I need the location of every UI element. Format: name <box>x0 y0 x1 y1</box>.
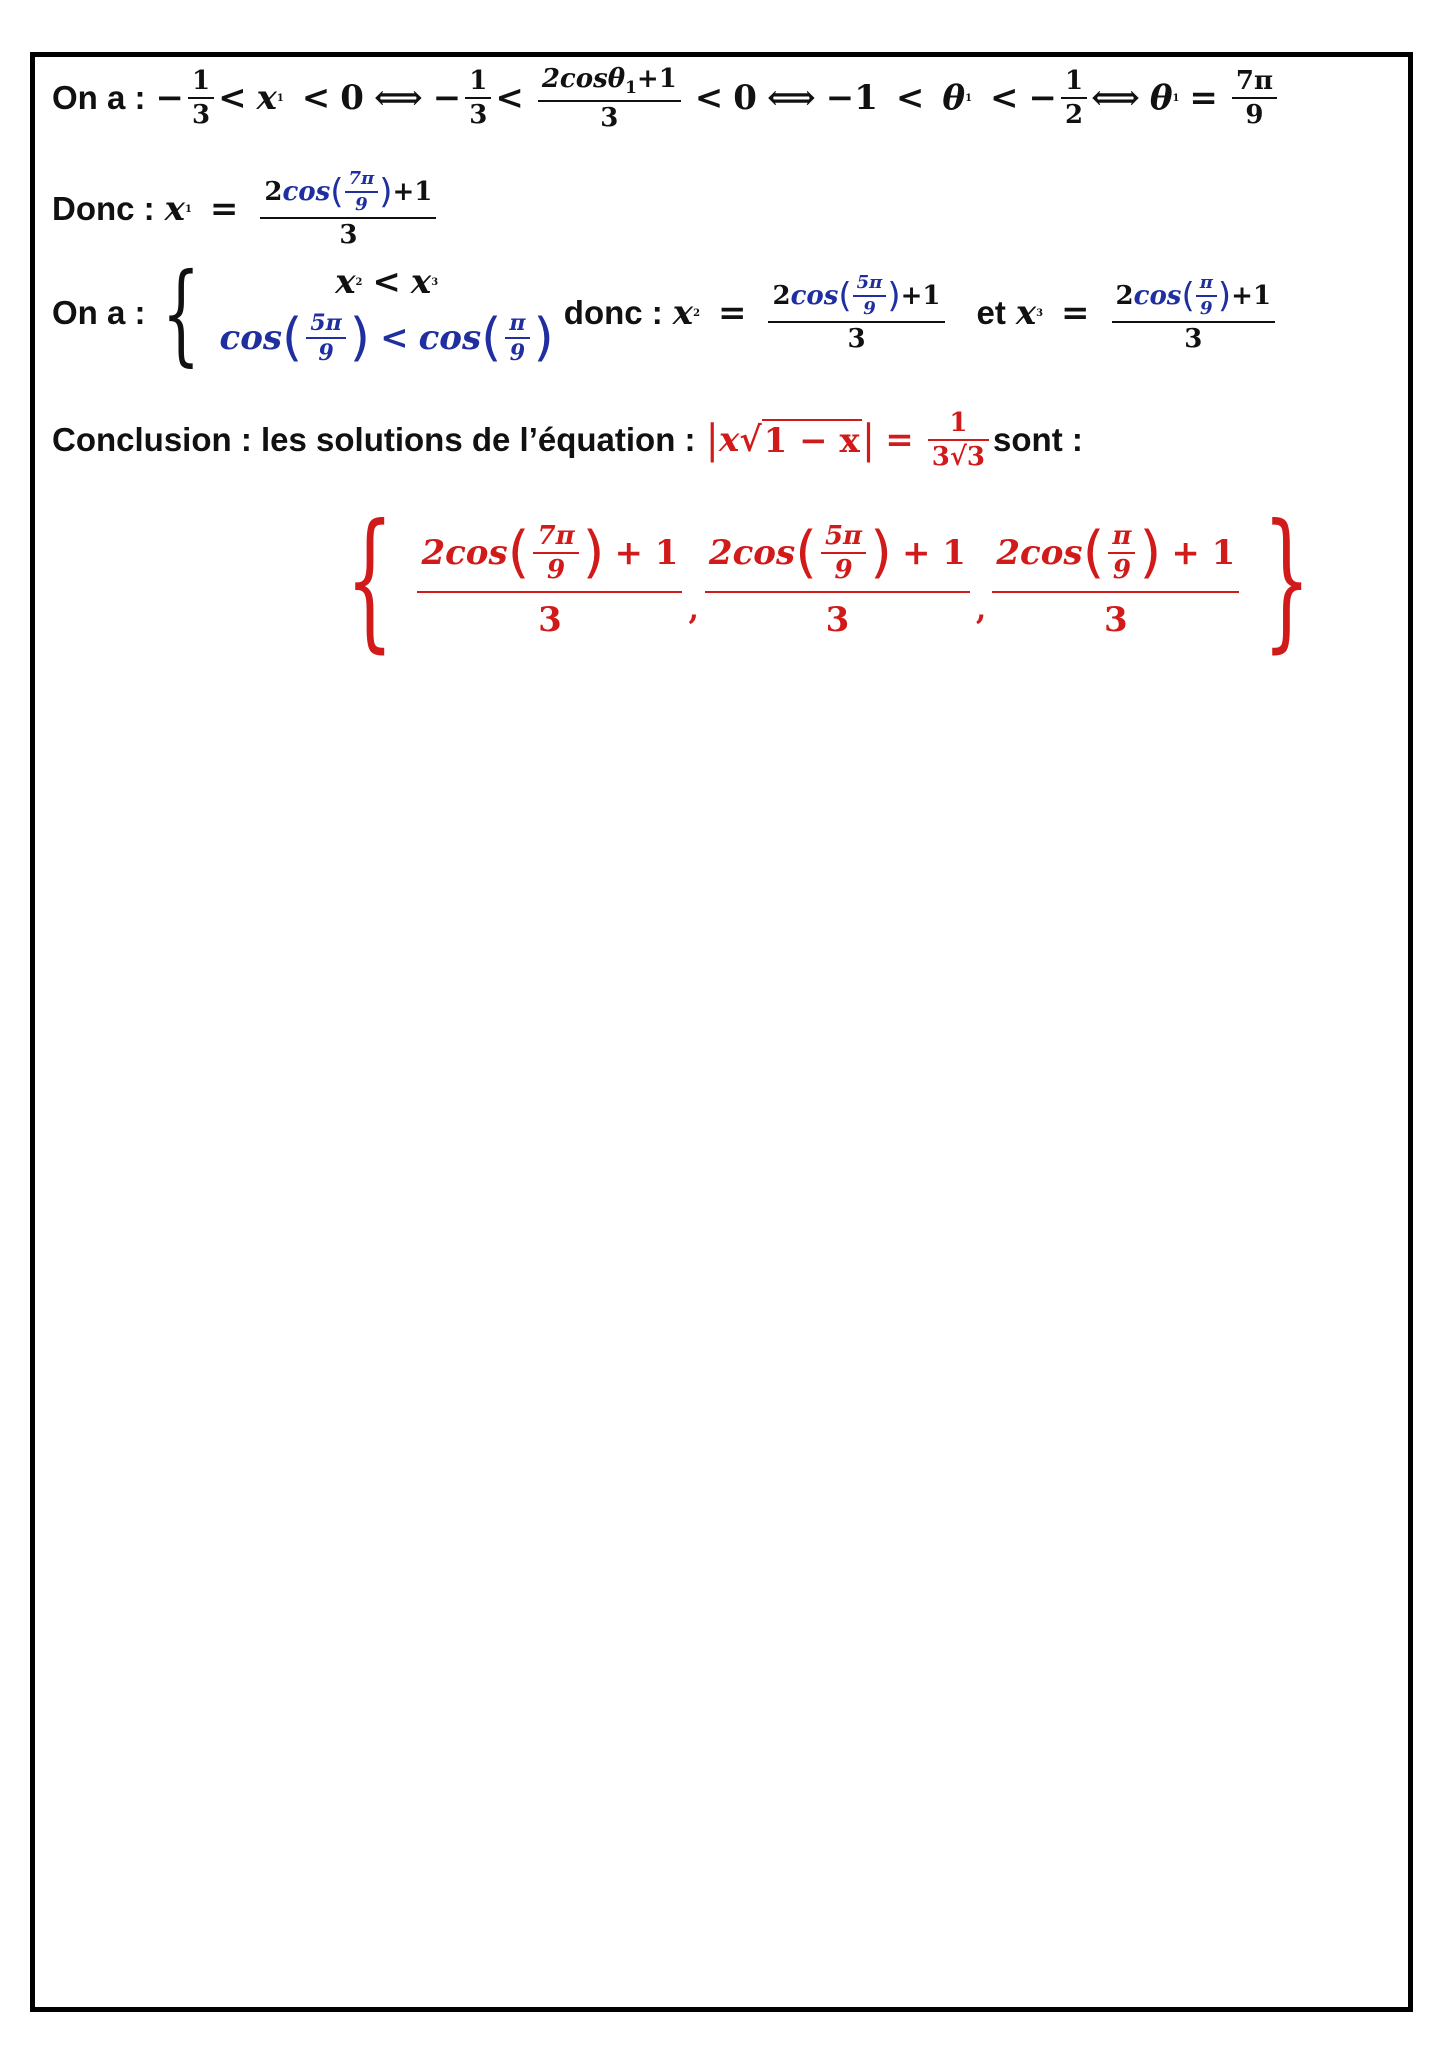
fraction-one-third-2: $\frac{1}{3}$ <box>465 68 491 128</box>
line-2-donc-x1: Donc : x 1 = 2 cos ( $\frac{7\pi}{9}$ ) +1 3 <box>52 170 440 248</box>
fraction-rhs: $\frac{1}{3√3}$ <box>928 410 989 470</box>
solution-set <box>322 493 1335 667</box>
fraction-x1-value: 2 cos ( $\frac{7\pi}{9}$ ) +1 3 <box>260 170 436 248</box>
conclusion-label: Conclusion : les solutions de l’équation : <box>52 421 696 458</box>
line-3-system: On a : { x 2 < x 3 cos ( $\frac{5\pi}{9}$ ) < cos ( $\frac{\pi}{9}$ ) donc : x 2 = 2 cos ( $\frac{5\pi}{9}$ ) +1 3 et x 3 = 2 cos ( $\frac{\pi}{9}$ ) +1 3 <box>52 258 1279 368</box>
comma-2: , <box>975 592 987 627</box>
fraction-one-third: $\frac{1}{3}$ <box>188 68 214 128</box>
solution-1: 2cos ( $\frac{7\pi}{9}$ ) + 1 3 <box>417 523 682 637</box>
et-label: et <box>976 294 1006 331</box>
line-3-label: On a : <box>52 294 146 331</box>
comma-1: , <box>688 592 699 627</box>
set-close-brace: } <box>1263 493 1311 667</box>
donc-label: donc : <box>563 294 663 331</box>
conclusion-line: Conclusion : les solutions de l’équation : | x √ 1 − x | = $\frac{1}{3√3}$ sont : <box>52 408 1083 472</box>
fraction-x2-value: 2 cos ( $\frac{5\pi}{9}$ ) +1 3 <box>768 274 944 352</box>
line-1-label: On a : <box>52 79 146 117</box>
inequality-system: { x 2 < x 3 cos ( $\frac{5\pi}{9}$ ) < cos ( $\frac{\pi}{9}$ ) <box>161 249 554 377</box>
fraction-x3-value: 2 cos ( $\frac{\pi}{9}$ ) +1 3 <box>1112 274 1276 352</box>
fraction-7pi-9: $\frac{7\pi}{9}$ <box>1232 68 1277 128</box>
fraction-one-half: $\frac{1}{2}$ <box>1061 68 1087 128</box>
solution-3: 2cos ( $\frac{\pi}{9}$ ) + 1 3 <box>992 523 1239 637</box>
solution-2: 2cos ( $\frac{5\pi}{9}$ ) + 1 3 <box>705 523 970 637</box>
line-1-equivalences: On a : − $\frac{1}{3}$ < x 1 < 0 ⟺ − $\frac{1}{3}$ < $\frac{2\cos\theta_1+1}{3}$ < 0 ⟺ −1 < θ 1 < − $\frac{1}{2}$ ⟺ θ 1 = $\frac{7\pi}{9}$ <box>52 66 1281 131</box>
set-open-brace: { <box>345 493 394 667</box>
sont-label: sont : <box>993 421 1083 458</box>
fraction-2cos-theta1: $\frac{2\cos\theta_1+1}{3}$ <box>538 66 681 131</box>
line-2-label: Donc : <box>52 190 155 227</box>
